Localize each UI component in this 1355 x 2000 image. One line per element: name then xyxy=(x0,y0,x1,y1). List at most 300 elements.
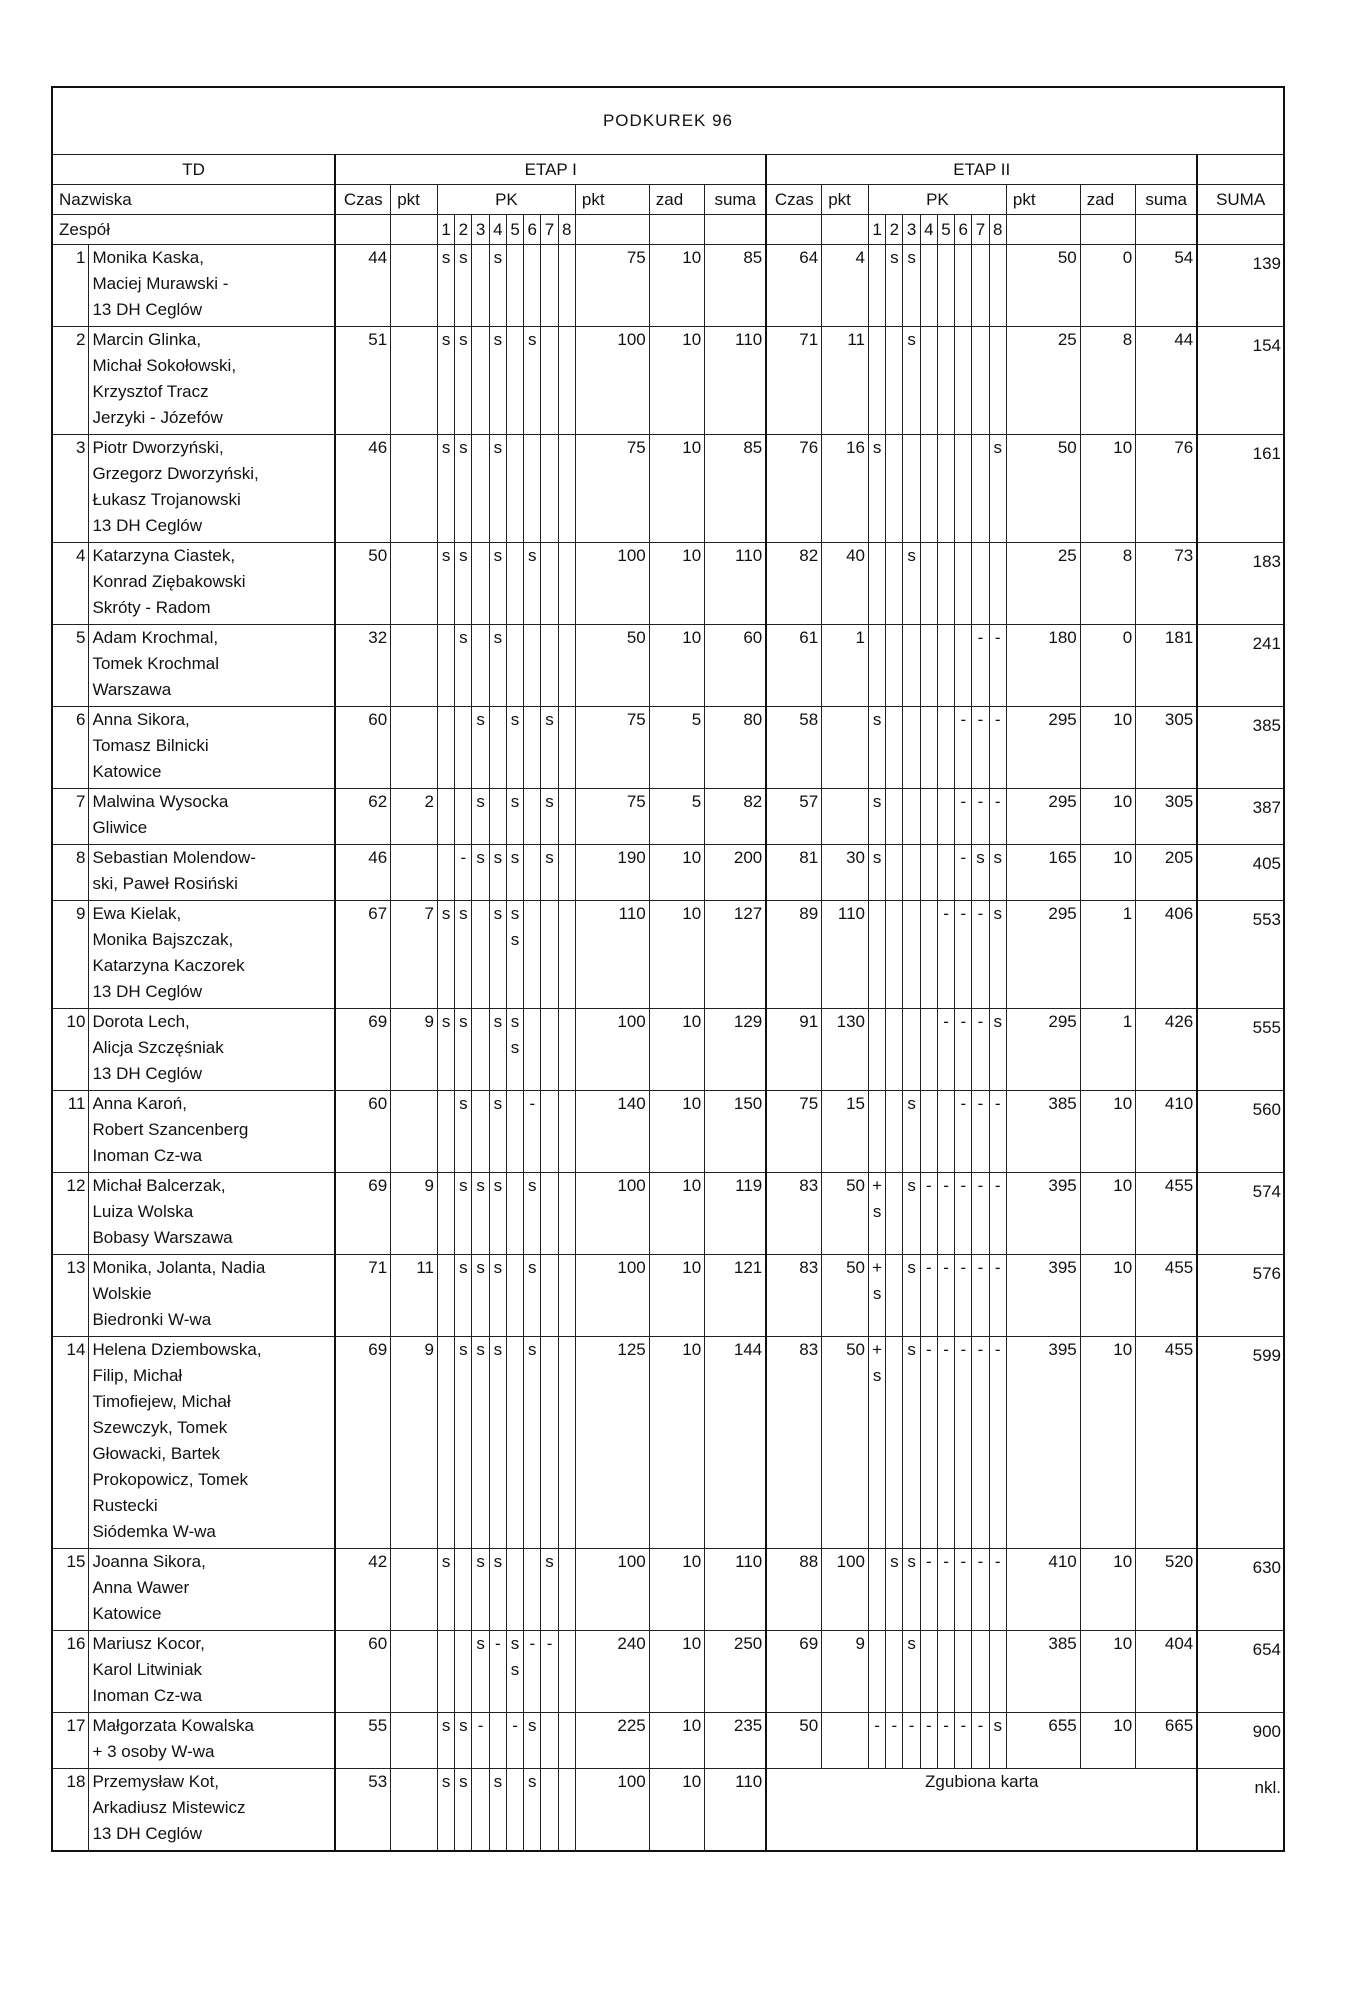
pk-mark xyxy=(559,543,575,569)
etap1-pk-1 xyxy=(438,435,455,543)
team-name-line: Joanna Sikora, xyxy=(92,1552,206,1571)
etap2-pk-6 xyxy=(955,789,972,845)
etap2-pk-3 xyxy=(903,1091,920,1173)
pk-mark: - xyxy=(529,1094,536,1113)
etap2-pk-number: 2 xyxy=(886,215,903,245)
pk-mark: s xyxy=(528,1716,537,1735)
etap2-pk-4 xyxy=(920,1631,937,1713)
pk-mark: s xyxy=(476,848,485,867)
etap2-czas: 58 xyxy=(766,707,821,789)
etap2-pk-2 xyxy=(886,1713,903,1769)
pk-mark xyxy=(938,245,954,271)
pk-mark xyxy=(886,789,902,815)
pk-mark xyxy=(559,327,575,353)
etap2-pk-number: 7 xyxy=(972,215,989,245)
team-name-line: + 3 osoby W-wa xyxy=(92,1742,215,1761)
etap2-pk-2 xyxy=(886,1091,903,1173)
etap2-pk-7 xyxy=(972,901,989,1009)
etap1-zad: 10 xyxy=(649,1255,704,1337)
pk-mark: - xyxy=(994,1094,1001,1113)
etap1-pkt: 7 xyxy=(391,901,438,1009)
team-names xyxy=(89,327,335,435)
pk-mark xyxy=(438,789,454,815)
pk-mark: - xyxy=(994,1552,1001,1571)
etap2-pkt-total: 295 xyxy=(1006,1009,1080,1091)
etap1-pk-1 xyxy=(438,1631,455,1713)
etap1-pk-3 xyxy=(472,1337,489,1549)
team-names xyxy=(89,1769,335,1851)
etap1-pk-7 xyxy=(541,1769,558,1851)
etap1-pk-2 xyxy=(455,625,472,707)
etap2-pk-5 xyxy=(937,1549,954,1631)
etap2-pk-1 xyxy=(868,1549,885,1631)
pk-mark: s xyxy=(493,248,503,267)
etap1-pkt-total: 75 xyxy=(575,707,649,789)
etap2-pk-8 xyxy=(989,789,1006,845)
pk-mark xyxy=(990,1631,1006,1657)
etap1-pk-5 xyxy=(506,1009,523,1091)
etap2-pk-6 xyxy=(955,1631,972,1713)
etap2-suma: 404 xyxy=(1136,1631,1198,1713)
pk-mark: s xyxy=(459,1340,468,1359)
pk-mark xyxy=(938,707,954,733)
etap1-pk-5 xyxy=(506,845,523,901)
etap2-zad-header: zad xyxy=(1080,185,1135,215)
etap1-pk-6 xyxy=(524,1255,541,1337)
pk-mark xyxy=(938,1091,954,1117)
etap1-pkt2-header: pkt xyxy=(575,185,649,215)
pk-mark xyxy=(903,845,919,871)
etap1-pk-4 xyxy=(489,245,506,327)
pk-mark xyxy=(472,1091,488,1117)
etap1-pk-3 xyxy=(472,901,489,1009)
etap2-pk-5 xyxy=(937,1631,954,1713)
etap1-zad: 10 xyxy=(649,901,704,1009)
pk-mark: s xyxy=(545,848,554,867)
grand-total: 900 xyxy=(1197,1713,1284,1769)
pk-mark: - xyxy=(546,1634,553,1653)
etap1-pk-7 xyxy=(541,1549,558,1631)
etap2-pk-3 xyxy=(903,1255,920,1337)
etap2-zad-blank xyxy=(1080,215,1135,245)
pk-mark xyxy=(438,1091,454,1117)
etap2-zad: 10 xyxy=(1080,1549,1135,1631)
team-name-line: Mariusz Kocor, xyxy=(92,1634,205,1653)
etap2-pk-8 xyxy=(989,435,1006,543)
pk-mark: s xyxy=(459,438,468,457)
etap1-pk-6 xyxy=(524,1091,541,1173)
etap2-pk-3 xyxy=(903,543,920,625)
etap1-pk-1 xyxy=(438,789,455,845)
etap2-pk-3 xyxy=(903,625,920,707)
etap1-pk-7 xyxy=(541,1255,558,1337)
pk-mark xyxy=(990,543,1006,569)
etap1-pk-6 xyxy=(524,1549,541,1631)
etap1-czas: 53 xyxy=(335,1769,390,1851)
etap1-pkt-total: 100 xyxy=(575,1769,649,1851)
etap1-pkt-total: 100 xyxy=(575,543,649,625)
etap1-pkt-total: 100 xyxy=(575,1255,649,1337)
results-sheet xyxy=(51,86,1285,1852)
etap1-pk-4 xyxy=(489,789,506,845)
etap2-pk-1 xyxy=(868,1713,885,1769)
etap1-pk-8 xyxy=(558,1009,575,1091)
pk-mark xyxy=(869,245,885,271)
etap1-pk-6 xyxy=(524,1713,541,1769)
etap2-pk-2 xyxy=(886,707,903,789)
pk-mark: - xyxy=(943,904,949,923)
etap1-pk-6 xyxy=(524,1631,541,1713)
pk-mark xyxy=(921,435,937,461)
team-name-line: Anna Wawer xyxy=(92,1578,190,1597)
pk-mark xyxy=(438,1337,454,1363)
pk-mark: - xyxy=(494,1634,501,1653)
etap1-pk-1 xyxy=(438,1769,455,1851)
team-name-line: Siódemka W-wa xyxy=(92,1522,216,1541)
etap2-czas: 71 xyxy=(766,327,821,435)
etap1-zad-blank xyxy=(649,215,704,245)
td-header: TD xyxy=(52,155,335,185)
etap1-czas: 60 xyxy=(335,707,390,789)
pk-mark: - xyxy=(960,1176,967,1195)
etap2-czas: 61 xyxy=(766,625,821,707)
team-names xyxy=(89,625,335,707)
etap2-zad: 10 xyxy=(1080,1255,1135,1337)
etap2-zad: 8 xyxy=(1080,543,1135,625)
etap1-pk-2 xyxy=(455,789,472,845)
etap1-pk-3 xyxy=(472,435,489,543)
etap2-czas: 89 xyxy=(766,901,821,1009)
team-names xyxy=(89,1255,335,1337)
etap1-zad: 10 xyxy=(649,543,704,625)
grand-total: 599 xyxy=(1197,1337,1284,1549)
etap1-pk-4 xyxy=(489,1713,506,1769)
etap2-pk-2 xyxy=(886,543,903,625)
etap1-pk-number: 6 xyxy=(524,215,541,245)
grand-total: 387 xyxy=(1197,789,1284,845)
pk-mark xyxy=(869,625,885,651)
etap2-pk-6 xyxy=(955,1549,972,1631)
etap1-pk-7 xyxy=(541,625,558,707)
etap1-pkt xyxy=(391,1713,438,1769)
etap2-pk-header: PK xyxy=(868,185,1006,215)
etap1-pk-8 xyxy=(558,1255,575,1337)
etap2-pk-7 xyxy=(972,625,989,707)
etap2-pk-1 xyxy=(868,1337,885,1549)
etap2-pk-6 xyxy=(955,327,972,435)
etap2-pk-5 xyxy=(937,1009,954,1091)
pk-mark: - xyxy=(977,710,984,729)
pk-mark xyxy=(955,625,971,651)
etap1-pk-3 xyxy=(472,845,489,901)
pk-mark xyxy=(559,1631,575,1657)
etap2-pk-3 xyxy=(903,1337,920,1549)
pk-mark xyxy=(524,1009,540,1035)
etap2-pk-7 xyxy=(972,543,989,625)
etap1-pk-number: 7 xyxy=(541,215,558,245)
pk-mark xyxy=(886,1337,902,1363)
team-name-line: Michał Balcerzak, xyxy=(92,1176,226,1195)
pk-mark xyxy=(886,435,902,461)
etap1-pk-7 xyxy=(541,901,558,1009)
pk-mark xyxy=(541,435,557,461)
pk-mark xyxy=(559,245,575,271)
pk-mark xyxy=(524,845,540,871)
pk-mark: s xyxy=(441,1012,451,1031)
pk-mark: - xyxy=(512,1716,518,1735)
etap1-pk-2 xyxy=(455,1009,472,1091)
etap1-pk-6 xyxy=(524,1009,541,1091)
pk-mark: s xyxy=(493,1258,503,1277)
etap1-pkt xyxy=(391,1769,438,1851)
pk-mark: s xyxy=(993,1716,1002,1735)
pk-mark xyxy=(490,789,506,815)
pk-mark xyxy=(921,543,937,569)
pk-mark xyxy=(559,901,575,927)
pk-mark: s xyxy=(907,1094,916,1113)
pk-mark: s xyxy=(459,546,468,565)
etap2-zad: 10 xyxy=(1080,845,1135,901)
pk-mark xyxy=(886,1091,902,1117)
etap1-pk-8 xyxy=(558,327,575,435)
table-row xyxy=(52,1549,1284,1631)
etap1-pk-4 xyxy=(489,1769,506,1851)
team-name-line: Maciej Murawski - xyxy=(92,274,229,293)
team-name-line: Arkadiusz Mistewicz xyxy=(92,1798,246,1817)
pk-mark: s xyxy=(528,330,537,349)
pk-mark: - xyxy=(960,1258,967,1277)
etap2-pk-2 xyxy=(886,789,903,845)
etap1-pk-4 xyxy=(489,901,506,1009)
pk-mark: - xyxy=(960,1012,967,1031)
pk-mark: s xyxy=(907,330,916,349)
pk-mark: s xyxy=(528,1258,537,1277)
etap2-suma: 181 xyxy=(1136,625,1198,707)
etap1-pk-6 xyxy=(524,901,541,1009)
etap1-pk-6 xyxy=(524,789,541,845)
pk-mark: s xyxy=(528,546,537,565)
etap2-pk-6 xyxy=(955,543,972,625)
pk-mark: - xyxy=(977,1552,984,1571)
pk-mark: - xyxy=(891,1716,898,1735)
etap2-pk-8 xyxy=(989,625,1006,707)
table-row xyxy=(52,789,1284,845)
etap2-pk-2 xyxy=(886,435,903,543)
etap1-czas: 69 xyxy=(335,1173,390,1255)
team-names xyxy=(89,1337,335,1549)
etap1-pk-7 xyxy=(541,707,558,789)
etap2-pk-1 xyxy=(868,1255,885,1337)
grand-total: 576 xyxy=(1197,1255,1284,1337)
pk-mark: - xyxy=(977,1716,984,1735)
etap2-suma: 73 xyxy=(1136,543,1198,625)
etap2-pk-7 xyxy=(972,1091,989,1173)
etap1-pk-2 xyxy=(455,435,472,543)
etap1-pk-5 xyxy=(506,1713,523,1769)
pk-mark: s xyxy=(907,1258,916,1277)
pk-mark-second: s xyxy=(872,1366,882,1385)
grand-total: nkl. xyxy=(1197,1769,1284,1851)
etap1-pk-8 xyxy=(558,1091,575,1173)
pk-mark xyxy=(990,327,1006,353)
pk-mark xyxy=(869,327,885,353)
pk-mark: - xyxy=(943,1258,949,1277)
etap2-pk-5 xyxy=(937,245,954,327)
grand-total: 139 xyxy=(1197,245,1284,327)
etap2-zad: 10 xyxy=(1080,1173,1135,1255)
etap1-pk-2 xyxy=(455,543,472,625)
etap2-zad: 10 xyxy=(1080,1713,1135,1769)
pk-mark xyxy=(541,327,557,353)
etap1-pk-4 xyxy=(489,1631,506,1713)
team-names xyxy=(89,1713,335,1769)
suma-spacer xyxy=(1197,155,1284,185)
etap2-pkt-total: 385 xyxy=(1006,1091,1080,1173)
pk-mark: s xyxy=(476,1258,485,1277)
team-name-line: Alicja Szczęśniak xyxy=(92,1038,224,1057)
etap2-pk-1 xyxy=(868,789,885,845)
pk-mark xyxy=(559,845,575,871)
pk-mark: s xyxy=(976,848,985,867)
team-names xyxy=(89,707,335,789)
etap1-zad: 10 xyxy=(649,625,704,707)
etap1-pk-8 xyxy=(558,245,575,327)
etap1-pk-4 xyxy=(489,625,506,707)
pk-mark xyxy=(524,707,540,733)
pk-mark xyxy=(869,543,885,569)
pk-mark: s xyxy=(872,710,882,729)
etap2-pk-3 xyxy=(903,1713,920,1769)
etap1-pk-1 xyxy=(438,707,455,789)
etap1-pk-7 xyxy=(541,845,558,901)
table-row xyxy=(52,707,1284,789)
etap1-pk-3 xyxy=(472,707,489,789)
pk-mark xyxy=(903,789,919,815)
etap1-pkt-total: 125 xyxy=(575,1337,649,1549)
etap1-pkt xyxy=(391,707,438,789)
team-name-line: Michał Sokołowski, xyxy=(92,356,237,375)
etap1-pk-4 xyxy=(489,707,506,789)
etap1-pkt: 9 xyxy=(391,1173,438,1255)
etap1-pk-7 xyxy=(541,435,558,543)
team-name-line: Ewa Kielak, xyxy=(92,904,182,923)
team-name-line: Gliwice xyxy=(92,818,148,837)
etap1-zad: 5 xyxy=(649,707,704,789)
etap2-pk-8 xyxy=(989,1173,1006,1255)
pk-mark: s xyxy=(907,1340,916,1359)
pk-mark: s xyxy=(510,710,520,729)
pk-mark-second: s xyxy=(872,1202,882,1221)
pk-mark xyxy=(938,327,954,353)
pk-mark-second: s xyxy=(510,1038,520,1057)
pk-mark xyxy=(541,1173,557,1199)
etap1-pkt: 11 xyxy=(391,1255,438,1337)
etap1-suma: 110 xyxy=(705,543,767,625)
pk-mark: s xyxy=(907,1176,916,1195)
table-row xyxy=(52,1009,1284,1091)
etap2-pkt2-header: pkt xyxy=(1006,185,1080,215)
etap1-pk-8 xyxy=(558,901,575,1009)
etap1-pk-1 xyxy=(438,1549,455,1631)
etap1-pk-7 xyxy=(541,789,558,845)
etap1-pk-5 xyxy=(506,1173,523,1255)
grand-total: 183 xyxy=(1197,543,1284,625)
pk-mark: - xyxy=(977,1258,984,1277)
etap1-pkt xyxy=(391,543,438,625)
etap1-pk-4 xyxy=(489,1549,506,1631)
etap2-header: ETAP II xyxy=(766,155,1197,185)
etap2-zad: 0 xyxy=(1080,245,1135,327)
table-row xyxy=(52,1713,1284,1769)
etap2-pk-7 xyxy=(972,1173,989,1255)
team-name-line: Inoman Cz-wa xyxy=(92,1686,203,1705)
etap2-zad: 1 xyxy=(1080,1009,1135,1091)
pk-mark: - xyxy=(977,792,984,811)
pk-mark: s xyxy=(476,792,485,811)
pk-mark: s xyxy=(510,1012,520,1031)
etap1-pk-2 xyxy=(455,1091,472,1173)
suma-total-blank xyxy=(1197,215,1284,245)
etap1-czas: 46 xyxy=(335,435,390,543)
pk-mark: - xyxy=(925,1340,932,1359)
pk-mark xyxy=(869,1631,885,1657)
etap2-pk-6 xyxy=(955,1713,972,1769)
etap2-pk-5 xyxy=(937,845,954,901)
etap1-pk-6 xyxy=(524,845,541,901)
etap1-pk-8 xyxy=(558,1337,575,1549)
etap2-suma: 76 xyxy=(1136,435,1198,543)
pk-mark: - xyxy=(908,1716,915,1735)
row-number: 2 xyxy=(52,327,89,435)
pk-mark xyxy=(559,1173,575,1199)
pk-mark: + xyxy=(872,1340,883,1359)
etap2-pkt: 50 xyxy=(822,1173,869,1255)
pk-mark xyxy=(524,789,540,815)
grand-total: 161 xyxy=(1197,435,1284,543)
etap2-pk-4 xyxy=(920,707,937,789)
pk-mark xyxy=(886,1255,902,1281)
pk-mark xyxy=(886,1173,902,1199)
team-name-line: Katarzyna Ciastek, xyxy=(92,546,236,565)
etap1-pkt-total: 100 xyxy=(575,1173,649,1255)
etap1-czas: 69 xyxy=(335,1337,390,1549)
etap1-pk-number: 8 xyxy=(558,215,575,245)
pk-mark xyxy=(938,543,954,569)
etap2-pk-2 xyxy=(886,901,903,1009)
etap2-pkt: 130 xyxy=(822,1009,869,1091)
etap2-pk-7 xyxy=(972,845,989,901)
etap1-pk-2 xyxy=(455,1549,472,1631)
pk-mark: s xyxy=(493,1176,503,1195)
etap2-pk-6 xyxy=(955,1173,972,1255)
etap2-pk-8 xyxy=(989,1337,1006,1549)
etap1-suma: 110 xyxy=(705,1769,767,1851)
etap2-pkt-total: 25 xyxy=(1006,327,1080,435)
etap1-zad: 10 xyxy=(649,327,704,435)
pk-mark: - xyxy=(960,848,967,867)
etap1-pkt-total: 100 xyxy=(575,1009,649,1091)
etap1-pkt-total: 190 xyxy=(575,845,649,901)
etap2-pk-4 xyxy=(920,1009,937,1091)
grand-total: 630 xyxy=(1197,1549,1284,1631)
pk-mark xyxy=(559,707,575,733)
row-number: 1 xyxy=(52,245,89,327)
etap2-pkt-total: 410 xyxy=(1006,1549,1080,1631)
etap2-pk-7 xyxy=(972,1713,989,1769)
team-name-line: Katowice xyxy=(92,762,162,781)
table-row xyxy=(52,1255,1284,1337)
etap2-pk-7 xyxy=(972,327,989,435)
